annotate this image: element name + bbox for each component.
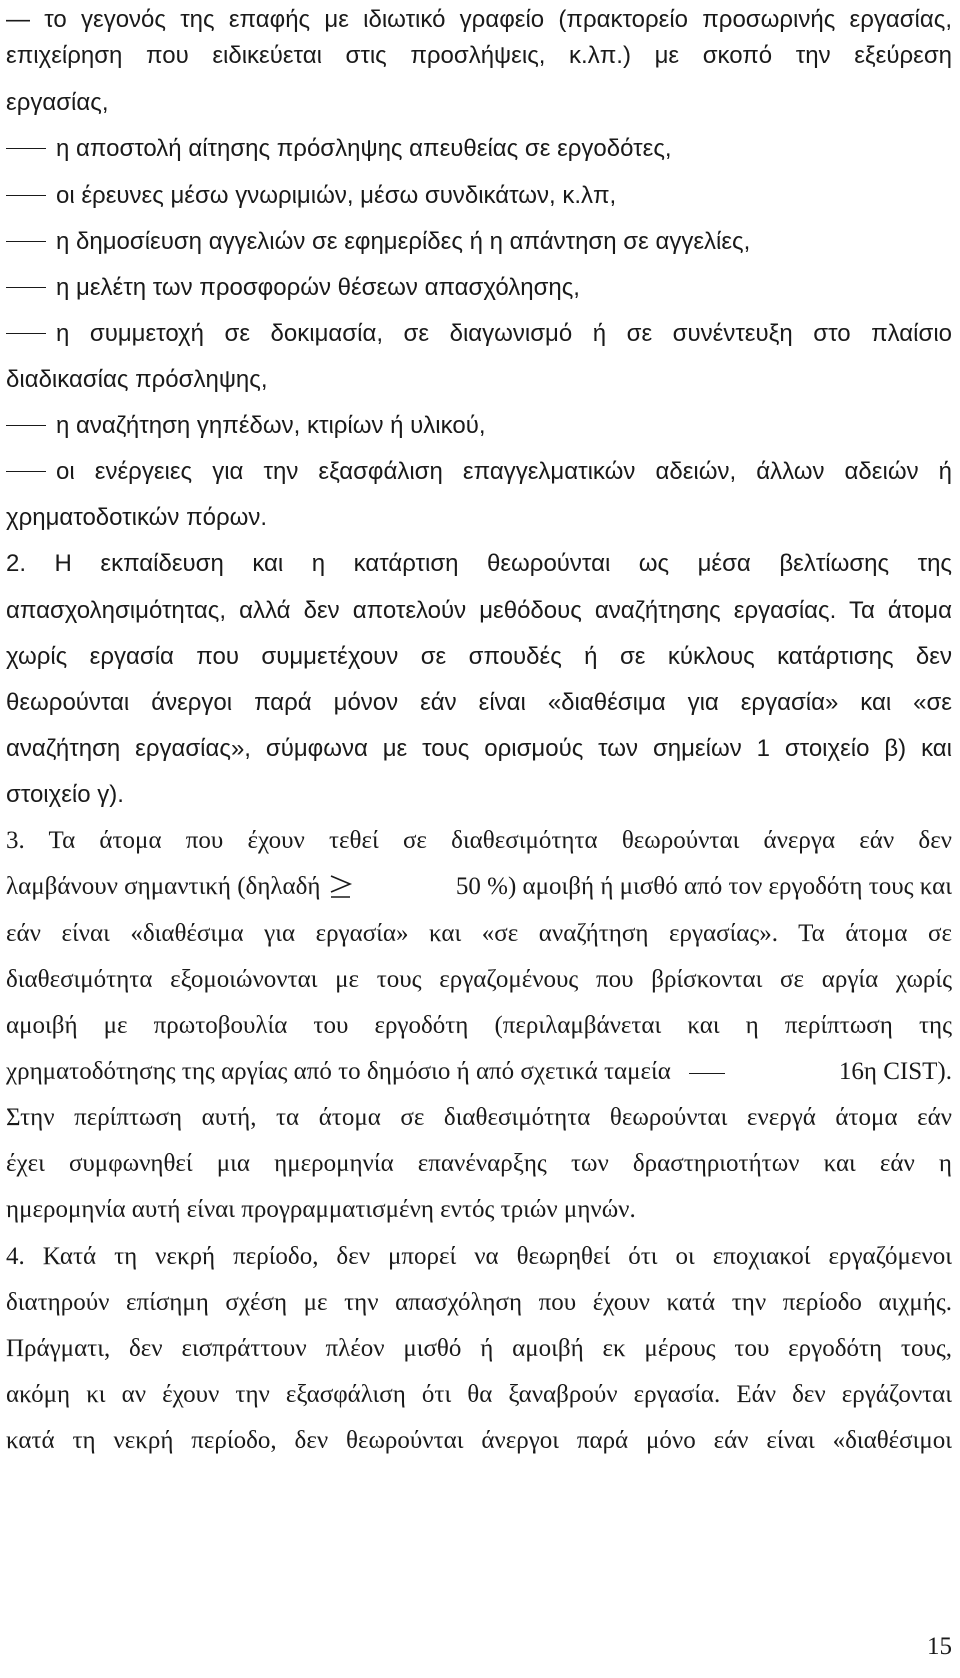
bullet-text: η αποστολή αίτησης πρόσληψης απευθείας σε εργοδότες, (56, 135, 672, 162)
bullet-text: οι έρευνες μέσω γνωριμιών, μέσω συνδικάτων, κ.λπ, (56, 182, 617, 209)
bullet-text: η συμμετοχή σε δοκιμασία, σε διαγωνισμό ή σε συνέντευξη στο πλαίσιο (56, 320, 952, 347)
text-segment: 16η CIST). (838, 1058, 952, 1085)
text-segment: 50 %) αμοιβή ή μισθό από τον εργοδότη τους και (455, 873, 952, 900)
text-line: 2. Η εκπαίδευση και η κατάρτιση θεωρούνται ως μέσα βελτίωσης της (6, 550, 952, 577)
bullet-text: οι ενέργειες για την εξασφάλιση επαγγελματικών αδειών, άλλων αδειών ή (56, 458, 952, 485)
bullet-text: η μελέτη των προσφορών θέσεων απασχόλησης, (56, 274, 580, 301)
bullet-item (6, 316, 952, 352)
text-line: χωρίς εργασία που συμμετέχουν σε σπουδές ή σε κύκλους κατάρτισης δεν (6, 643, 952, 670)
bullet-text: η αναζήτηση γηπέδων, κτιρίων ή υλικού, (56, 412, 486, 439)
bullet-item (6, 270, 580, 306)
text-line-with-dash (6, 1054, 952, 1090)
em-dash-icon (689, 1073, 725, 1074)
text-line: 4. Κατά τη νεκρή περίοδο, δεν μπορεί να θεωρηθεί ότι οι εποχιακοί εργαζόμενοι (6, 1243, 952, 1270)
text-line: ημερομηνία αυτή είναι προγραμματισμένη εντός τριών μηνών. (6, 1196, 636, 1223)
page-number: 15 (927, 1633, 952, 1660)
text-line: διαδικασίας πρόσληψης, (6, 366, 268, 393)
bullet-item (6, 454, 952, 490)
text-line: Πράγματι, δεν εισπράττουν πλέον μισθό ή αμοιβή εκ μέρους του εργοδότη τους, (6, 1335, 952, 1362)
text-line: εάν είναι «διαθέσιμα για εργασία» και «σε αναζήτηση εργασίας». Τα άτομα σε (6, 920, 952, 947)
em-dash-icon (6, 148, 46, 149)
em-dash-icon (6, 333, 46, 334)
text-line: κατά τη νεκρή περίοδο, δεν θεωρούνται άνεργοι παρά μόνο εάν είναι «διαθέσιμοι (6, 1427, 952, 1454)
text-line: στοιχείο γ). (6, 781, 124, 808)
text-line: έχει συμφωνηθεί μια ημερομηνία επανέναρξης των δραστηριοτήτων και εάν η (6, 1150, 952, 1177)
text-segment: χρηματοδότησης της αργίας από το δημόσιο ή από σχετικά ταμεία (6, 1058, 671, 1085)
text-line: αμοιβή με πρωτοβουλία του εργοδότη (περιλαμβάνεται και η περίπτωση της (6, 1012, 952, 1039)
text-line: θεωρούνται άνεργοι παρά μόνον εάν είναι «διαθέσιμα για εργασία» και «σε (6, 689, 952, 716)
text-line: αναζήτηση εργασίας», σύμφωνα με τους ορισμούς των σημείων 1 στοιχείο β) και (6, 735, 952, 762)
text-line-with-symbol (6, 869, 952, 905)
text-line: επιχείρηση που ειδικεύεται στις προσλήψεις, κ.λπ.) με σκοπό την εξεύρεση (6, 42, 952, 69)
em-dash-icon (6, 425, 46, 426)
text-line: Στην περίπτωση αυτή, τα άτομα σε διαθεσιμότητα θεωρούνται ενεργά άτομα εάν (6, 1104, 952, 1131)
bullet-text: η δημοσίευση αγγελιών σε εφημερίδες ή η απάντηση σε αγγελίες, (56, 228, 751, 255)
text-line: διατηρούν επίσημη σχέση με την απασχόληση που έχουν κατά την περίοδο αιχμής. (6, 1289, 952, 1316)
em-dash-icon (6, 471, 46, 472)
greater-than-or-equal-icon (328, 873, 354, 899)
em-dash-icon (6, 287, 46, 288)
em-dash-icon (6, 195, 46, 196)
em-dash-icon (6, 241, 46, 242)
text-segment: λαμβάνουν σημαντική (δηλαδή (6, 873, 321, 900)
text-line: — το γεγονός της επαφής με ιδιωτικό γραφείο (πρακτορείο προσωρινής εργασίας, (6, 6, 952, 33)
bullet-item (6, 408, 485, 444)
bullet-item (6, 178, 616, 214)
text-line: ακόμη κι αν έχουν την εξασφάλιση ότι θα ξαναβρούν εργασία. Εάν δεν εργάζονται (6, 1381, 952, 1408)
bullet-item (6, 224, 750, 260)
text-line: διαθεσιμότητα εξομοιώνονται με τους εργαζομένους που βρίσκονται σε αργία χωρίς (6, 966, 952, 993)
text-line: εργασίας, (6, 89, 109, 116)
bullet-item (6, 131, 672, 167)
text-line: χρηματοδοτικών πόρων. (6, 504, 268, 531)
text-line: απασχολησιμότητας, αλλά δεν αποτελούν μεθόδους αναζήτησης εργασίας. Τα άτομα (6, 597, 952, 624)
text-line: 3. Τα άτομα που έχουν τεθεί σε διαθεσιμότητα θεωρούνται άνεργα εάν δεν (6, 827, 952, 854)
